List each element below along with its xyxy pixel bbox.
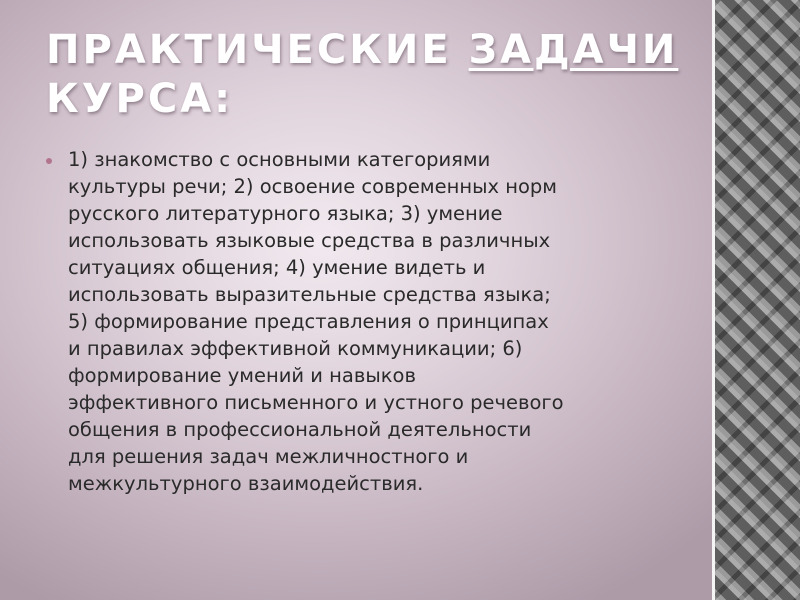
body-line-1: 1) знакомство с основными категориями: [68, 148, 491, 171]
body-line-10: эффективного письменного и устного речевого: [68, 391, 564, 414]
body-line-5: ситуациях общения; 4) умение видеть и: [68, 256, 486, 279]
body-line-8: и правилах эффективной коммуникации; 6): [68, 337, 523, 360]
body-line-4: использовать языковые средства в различных: [68, 229, 551, 252]
body-line-2: культуры речи; 2) освоение современных норм: [68, 175, 558, 198]
title-word-practical: ПРАКТИЧЕСКИЕ: [46, 27, 469, 73]
body-line-3: русского литературного языка; 3) умение: [68, 202, 503, 225]
body-line-11: общения в профессиональной деятельности: [68, 418, 532, 441]
body-line-13: межкультурного взаимодействия.: [68, 472, 424, 495]
body-line-9: формирование умений и навыков: [68, 364, 416, 387]
title-word-tasks: ЗАДАЧИ: [468, 27, 679, 73]
slide-title: [46, 26, 686, 124]
title-word-course: КУРСА:: [46, 76, 234, 122]
bullet-icon: [46, 158, 52, 164]
body-line-12: для решения задач межличностного и: [68, 445, 469, 468]
body-text-list: [40, 146, 680, 497]
body-line-7: 5) формирование представления о принципах: [68, 310, 549, 333]
bullet-item: [40, 146, 680, 497]
decorative-pattern-strip: [712, 0, 800, 600]
body-line-6: использовать выразительные средства языка;: [68, 283, 551, 306]
pattern-strip-edge: [712, 0, 715, 600]
